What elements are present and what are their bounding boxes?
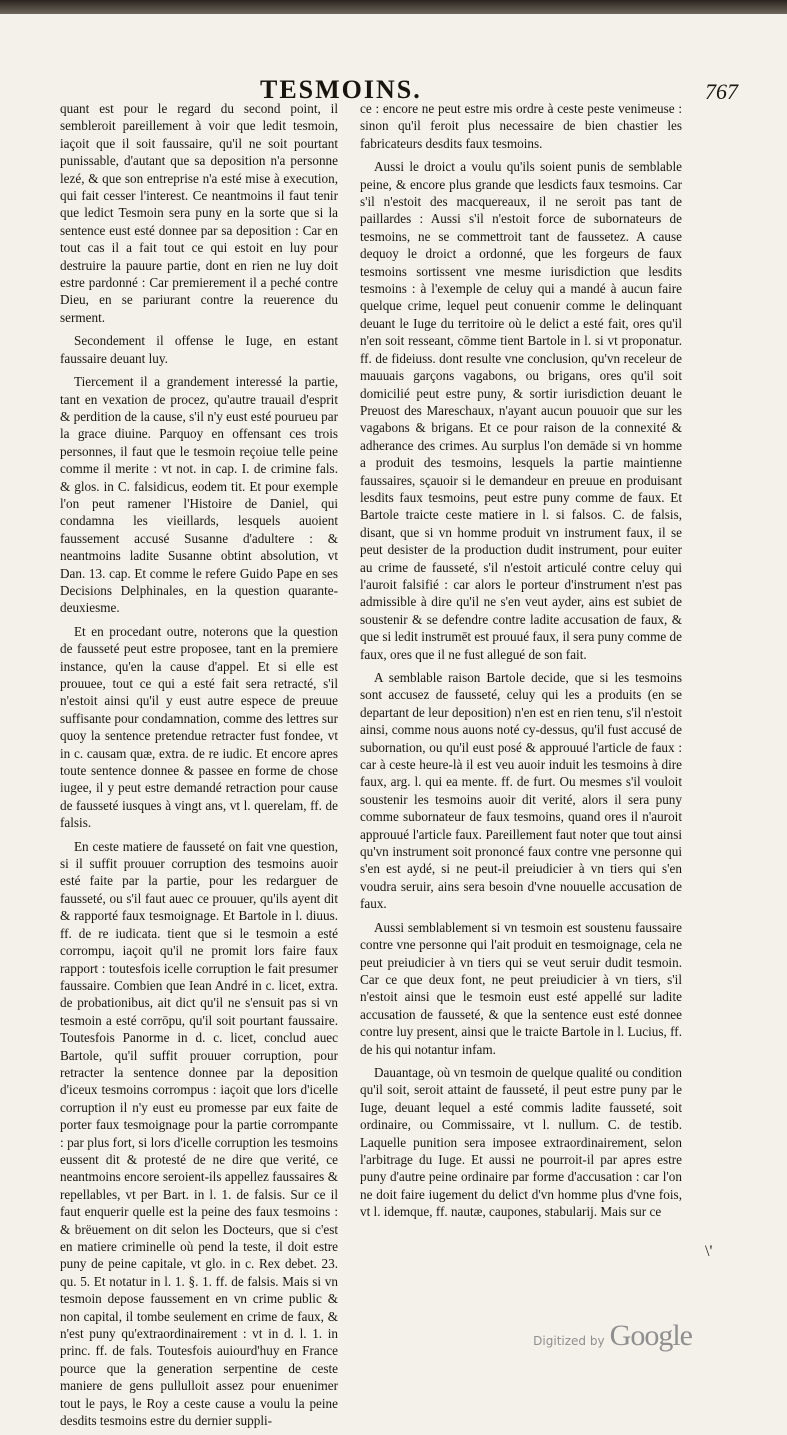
paragraph: Et en procedant outre, noterons que la question de fausseté peut estre proposee, tant en la premiere instance, qu'en la cause d'appel. Et si elle est prouuee, tout ce qui a esté fait sera retracté, s'il n'estoit ainsi qu'il y eust autre espece de preuue suffisante pour condamnation, comme des lettres sur quoy la sentence pretendue retracter fust fondee, vt in c. causam quæ, extra. de re iudic. Et encore apres toute sentence donnee & passee en forme de chose iugee, il y peut estre demandé retraction pour cause de fausseté iusques à vingt ans, vt l. querelam, ff. de falsis. <box>60 623 338 831</box>
digitization-watermark <box>533 1319 692 1353</box>
paragraph: Tiercement il a grandement interessé la partie, tant en vexation de procez, qu'autre trauail d'esprit & perdition de la cause, s'il n'y eust esté pourueu par la grace diuine. Parquoy en offensant ces trois personnes, il faut que le tesmoin reçoiue telle peine comme il merite : vt not. in cap. I. de crimine fals. & glos. in C. falsidicus, eodem tit. Et pour exemple l'on peut ramener l'Histoire de Daniel, qui condamna les vieillards, lesquels auoient faussement accusé Susanne d'adultere : & neantmoins ladite Susanne obtint absolution, vt Dan. 13. cap. Et comme le refere Guido Pape en ses Decisions Delphinales, en la question quarante-deuxiesme. <box>60 374 338 616</box>
page-number: 767 <box>705 79 738 104</box>
paragraph: quant est pour le regard du second point, il sembleroit pareillement à voir que ledit tesmoin, iaçoit que il soit faussaire, qu'il ne soit pourtant punissable, d'autant que sa deposition n'a personne lezé, & que son entreprise n'a esté mise à execution, qui fait cesser l'interest. Ce neantmoins il faut tenir que ledict Tesmoin sera puny en la sorte que si la sentence eust esté donnee par sa deposition : Car en tout cas il a fait tout ce qui estoit en luy pour destruire la pauure partie, dont en rien ne luy doit estre pardonné : Car premierement il a peché contre Dieu, en se pariurant contre la reuerence du serment. <box>60 101 338 325</box>
right-text-column <box>360 100 682 1227</box>
margin-mark: \' <box>705 1243 713 1260</box>
paragraph: Aussi semblablement si vn tesmoin est soustenu faussaire contre vne personne qui l'ait produit en tesmoignage, cela ne peut preiudicier à vn tiers qui se veut seruir dudit tesmoin. Car ce que deux font, ne peut preiudicier à vn tiers, s'il n'estoit ainsi que le tesmoin eust esté appellé sur ladite accusation de fausseté, & que la sentence eust esté donnee contre luy present, ainsi que le traicte Bartole in l. Lucius, ff. de his qui notantur infam. <box>360 919 682 1057</box>
paragraph: A semblable raison Bartole decide, que si les tesmoins sont accusez de fausseté, celuy qui les a produits (en se departant de leur deposition) n'en est en rien tenu, s'il n'estoit ainsi, comme nous auons noté cy-dessus, qu'il fust accusé de subornation, ou qu'il eust posé & approuué l'article de faux : car à ceste heure-là il est veu auoir induit les tesmoins à dire faux, arg. l. qui ea mente. ff. de furt. Ou mesmes s'il vouloit soustenir les tesmoins auoir dit verité, alors il sera puny comme subornateur de faux tesmoins, quand ores il n'auroit approuué l'article faux. Pareillement faut noter que tout ainsi qu'vn instrument soit prononcé faux contre vne personne qui s'en est aydé, si ne peut-il preiudicier à vn tiers qui s'en voudra seruir, ains sera besoin d'vne nouuelle accusation de faux. <box>360 670 682 912</box>
google-logo: Google <box>609 1319 692 1352</box>
paragraph: ce : encore ne peut estre mis ordre à ceste peste venimeuse : sinon qu'il feroit plus necessaire de bien chastier les fabricateurs desdits faux tesmoins. <box>360 101 682 151</box>
running-title: TESMOINS. <box>260 75 422 104</box>
paragraph: Secondement il offense le Iuge, en estant faussaire deuant luy. <box>60 333 338 366</box>
paragraph: En ceste matiere de fausseté on fait vne question, si il suffit prouuer corruption des tesmoins auoir esté faite par la partie, pour les redarguer de fausseté, ou s'il faut auec ce prouuer, qu'ils ayent dit & rapporté faux tesmoignage. Et Bartole in l. diuus. ff. de re iudicata. tient que si le tesmoin a esté corrompu, iaçoit qu'il ne promit lors faire faux rapport : toutesfois icelle corruption le fait presumer faussaire. Combien que Iean André in c. licet, extra. de probationibus, ait dict qu'il ne s'ensuit pas si vn tesmoin a esté corrōpu, qu'il soit pourtant faussaire. Toutesfois Panorme in d. c. licet, conclud auec Bartole, qu'il suffit prouuer corruption, pour retracter la sentence donnee par la deposition d'iceux tesmoins corrompus : iaçoit que lors d'icelle corruption il n'y eust eu promesse par eux faite de porter faux tesmoignage pour la partie corrompante : par plus fort, si lors d'icelle corruption les tesmoins eussent dit & protesté de ne dire que verité, ce neantmoins encore seroient-ils appellez faussaires & repellables, vt per Bart. in l. 1. de falsis. Sur ce il faut enquerir quelle est la peine des faux tesmoins : & brëuement on dit selon les Docteurs, que si c'est en matiere criminelle où pend la teste, il doit estre puny de peine capitale, vt glo. in c. Rex debet. 23. qu. 5. Et notatur in l. 1. §. 1. ff. de falsis. Mais si vn tesmoin depose faussement en vn crime public & non capital, il tombe seulement en crime de faux, & n'est puny qu'extraordinairement : vt in d. l. 1. in princ. ff. de fals. Toutesfois auiourd'huy en France pource que la generation serpentine de ceste maniere de gens pullulloit assez pour enuenimer tout le pays, le Roy a ceste cause a voulu la peine desdits tesmoins estre du dernier suppli- <box>60 838 338 1429</box>
page-top-edge <box>0 0 787 14</box>
watermark-prefix: Digitized by <box>533 1334 605 1348</box>
left-text-column <box>60 100 338 1435</box>
paragraph: Dauantage, où vn tesmoin de quelque qualité ou condition qu'il soit, seroit attaint de fausseté, il peut estre puny par le Iuge, deuant lequel a esté commis ladite fausseté, soit ordinaire, ou Commissaire, vt l. nullum. C. de testib. Laquelle punition sera imposee extraordinairement, selon l'arbitrage du Iuge. Et aussi ne pourroit-il par apres estre puny d'autre peine ordinaire par forme d'accusation : car l'on ne doit faire iugement du delict d'vn homme plus d'vne fois, vt l. idemque, ff. nautæ, caupones, stabularij. Mais sur ce <box>360 1064 682 1220</box>
paragraph: Aussi le droict a voulu qu'ils soient punis de semblable peine, & encore plus grande que lesdicts faux tesmoins. Car s'il n'estoit des macquereaux, il ne seroit pas tant de paillardes : Aussi s'il n'estoit force de subornateurs de tesmoins, ne se commettroit tant de faussetez. A cause dequoy le droict a ordonné, que les forgeurs de faux tesmoins sortissent vne mesme iurisdiction que lesdits tesmoins : à l'exemple de celuy qui a mandé à aucun faire quelque crime, lequel peut conuenir comme le delinquant deuant le Iuge du territoire où le delict a esté fait, ores qu'il n'en soit resseant, cōmme tient Bartole in l. si vt proponatur. ff. de fideiuss. dont resulte vne conclusion, qu'vn receleur de mauuais garçons vagabons, ou brigans, ores qu'il soit domicilié peut estre puny, & sortir iurisdiction deuant le Preuost des Mareschaux, n'ayant aucun pouuoir que sur les vagabons & brigans. Et ce pour raison de la connexité & adherance des crimes. Au surplus l'on demāde si vn homme a produit des tesmoins, lesquels la partie maintienne faussaires, sçauoir si le demandeur en preuue en produisant lesdits faux tesmoins, peut estre puny comme de faux. Et Bartole traicte ceste matiere in l. si falsos. C. de falsis, disant, que si vn homme produit vn instrument faux, il se peut desister de la production dudit instrument, pour euiter au crime de fausseté, s'il n'estoit articulé contre celuy qui l'auroit falsifié : car alors le porteur d'instrument n'est pas admissible à dire qu'il ne s'en veut ayder, ains est subiet de soustenir & se defendre contre ladite accusation de faux, & que si ledit instrumēt est prouué faux, il sera puny comme de faux, ores que il ne fust allegué de son fait. <box>360 159 682 662</box>
